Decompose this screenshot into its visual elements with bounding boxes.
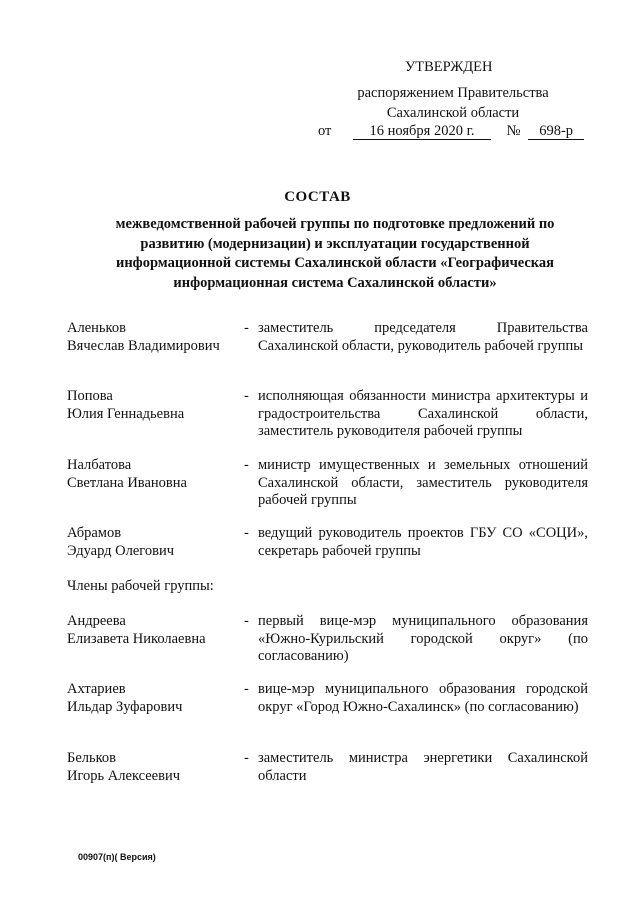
members-heading: Члены рабочей группы: [67,578,214,594]
approval-issuer-line-1: распоряжением Правительства [357,85,549,101]
member-dash: - [244,525,249,541]
member-given-name: Ильдар Зуфарович [67,698,183,715]
approval-issuer [354,83,552,123]
member-given-name: Светлана Ивановна [67,474,187,491]
member-role: первый вице-мэр муниципального образования «Южно-Курильский городской округ» (по согласованию) [258,613,588,664]
member-name [67,525,242,560]
member-role: вице-мэр муниципального образования городской округ «Город Южно-Сахалинск» (по согласованию) [258,681,588,715]
approval-date-row [318,121,598,141]
approval-date: 16 ноября 2020 г. [353,123,491,140]
member-surname: Андреева [67,613,126,629]
document-title: СОСТАВ [284,189,351,205]
member-role: исполняющая обязанности министра архитектуры и градостроительства Сахалинской области, заместитель руководителя рабочей группы [258,388,588,439]
member-dash: - [244,320,249,336]
approval-number-label: № [506,123,521,139]
approval-issuer-line-2: Сахалинской области [386,105,520,121]
member-name [67,681,242,716]
member-given-name: Вячеслав Владимирович [67,337,220,354]
approval-from-label: от [318,123,332,139]
member-given-name: Юлия Геннадьевна [67,405,185,422]
member-surname: Попова [67,388,113,404]
member-surname: Бельков [67,750,117,766]
member-name [67,613,242,648]
member-role: министр имущественных и земельных отношений Сахалинской области, заместитель руководителя рабочей группы [258,457,588,508]
member-name [67,457,242,492]
member-role: заместитель министра энергетики Сахалинской области [258,750,588,784]
member-given-name: Елизавета Николаевна [67,630,206,647]
member-role: ведущий руководитель проектов ГБУ СО «СОЦИ», секретарь рабочей группы [258,525,588,559]
member-surname: Налбатова [67,457,132,473]
member-dash: - [244,388,249,404]
member-surname: Абрамов [67,525,122,541]
member-name [67,750,242,785]
document-subtitle: межведомственной рабочей группы по подготовке предложений по развитию (модернизации) и эксплуатации государственной информационной системы Сахалинской области «Географическая информационная система Сахалинской области» [115,216,555,291]
member-dash: - [244,613,249,629]
member-surname: Ахтариев [67,681,126,697]
member-role: заместитель председателя Правительства Сахалинской области, руководитель рабочей группы [258,320,588,354]
member-surname: Аленьков [67,320,126,336]
member-dash: - [244,681,249,697]
member-name [67,388,242,423]
approval-number: 698-р [528,123,584,140]
member-dash: - [244,457,249,473]
footer-form-code: 00907(п)( Версия) [78,852,156,862]
member-given-name: Эдуард Олегович [67,542,175,559]
member-dash: - [244,750,249,766]
member-name [67,320,242,355]
approval-title: УТВЕРЖДЕН [405,59,493,75]
member-given-name: Игорь Алексеевич [67,767,181,784]
